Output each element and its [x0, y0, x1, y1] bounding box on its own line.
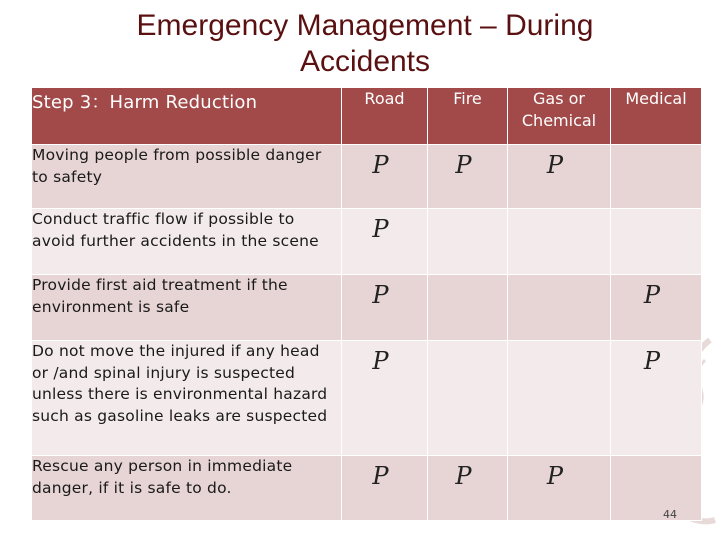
header-step: Step 3：Harm Reduction: [32, 88, 342, 145]
header-gas-chemical: [508, 88, 611, 145]
cell-medical: [611, 209, 702, 275]
cell-gas: [508, 456, 611, 521]
cell-road: [342, 275, 428, 341]
check-mark-icon: P: [455, 462, 472, 490]
cell-fire: [428, 275, 508, 341]
task-cell: Provide first aid treatment if the environment is safe: [32, 275, 342, 341]
header-fire: Fire: [428, 88, 508, 145]
cell-road: [342, 341, 428, 456]
task-cell: Conduct traffic flow if possible to avoid further accidents in the scene: [32, 209, 342, 275]
cell-road: [342, 209, 428, 275]
task-cell: Do not move the injured if any head or /and spinal injury is suspected unless there is environmental hazard such as gasoline leaks are suspected: [32, 341, 342, 456]
title-line-2: Accidents: [299, 45, 431, 78]
check-mark-icon: P: [455, 151, 472, 179]
task-cell: Moving people from possible danger to safety: [32, 145, 342, 209]
page-title: [0, 8, 720, 80]
check-mark-icon: P: [372, 347, 389, 375]
page-number: 44: [663, 508, 677, 521]
cell-road: [342, 145, 428, 209]
cell-medical: [611, 275, 702, 341]
table-row: [32, 456, 702, 521]
check-mark-icon: P: [372, 215, 389, 243]
cell-road: [342, 456, 428, 521]
cell-medical: [611, 456, 702, 521]
header-road: Road: [342, 88, 428, 145]
header-medical: Medical: [611, 88, 702, 145]
cell-gas: [508, 341, 611, 456]
harm-reduction-table: [31, 87, 702, 521]
cell-medical: [611, 341, 702, 456]
table-row: [32, 209, 702, 275]
check-mark-icon: P: [372, 151, 389, 179]
task-cell: Rescue any person in immediate danger, if it is safe to do.: [32, 456, 342, 521]
cell-gas: [508, 275, 611, 341]
cell-fire: [428, 341, 508, 456]
check-mark-icon: P: [643, 347, 661, 375]
header-gas-line-2: Chemical: [521, 111, 597, 130]
check-mark-icon: P: [372, 462, 389, 490]
check-mark-icon: P: [372, 281, 389, 309]
cell-medical: [611, 145, 702, 209]
cell-fire: [428, 209, 508, 275]
table-row: [32, 145, 702, 209]
check-mark-icon: P: [546, 151, 564, 179]
table-row: [32, 341, 702, 456]
cell-gas: [508, 209, 611, 275]
check-mark-icon: P: [643, 281, 661, 309]
header-gas-line-1: Gas or: [533, 89, 585, 108]
table-header-row: [32, 88, 702, 145]
table-row: [32, 275, 702, 341]
check-mark-icon: P: [546, 462, 564, 490]
cell-gas: [508, 145, 611, 209]
cell-fire: [428, 456, 508, 521]
title-line-1: Emergency Management – During: [136, 9, 594, 42]
cell-fire: [428, 145, 508, 209]
